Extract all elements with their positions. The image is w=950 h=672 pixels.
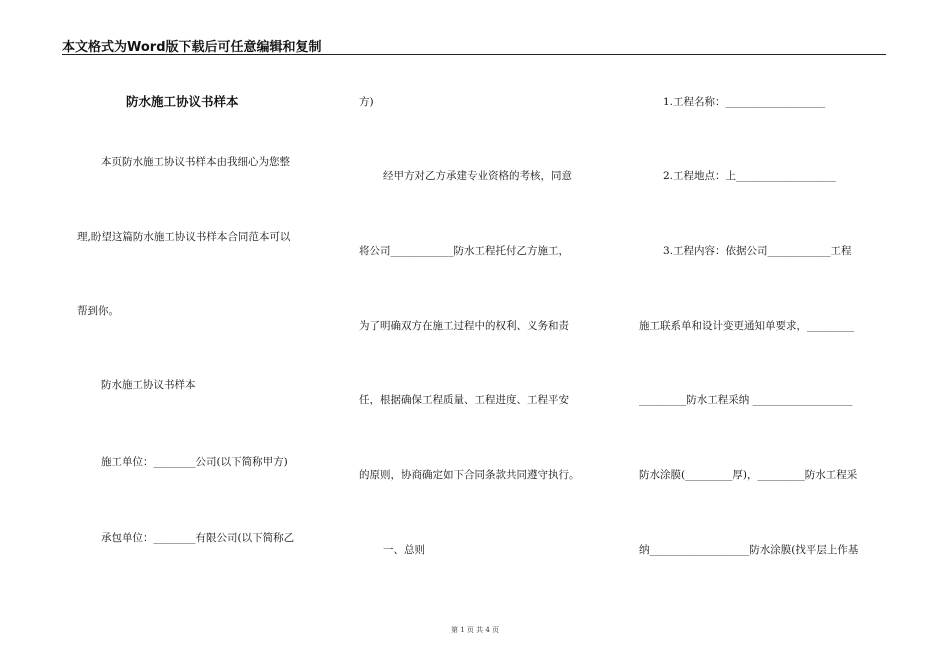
page-footer: 第 1 页 共 4 页: [450, 626, 500, 634]
document-banner: 本文格式为Word版下载后可任意编辑和复制: [62, 40, 322, 55]
paragraph-line: 经甲方对乙方承建专业资格的考核，同意: [383, 170, 572, 182]
section-heading: 一、总则: [383, 544, 425, 556]
paragraph-line: 任，根据确保工程质量、工程进度、工程平安: [359, 394, 569, 406]
paragraph-line: 本页防水施工协议书样本由我细心为您整: [101, 156, 290, 168]
paragraph-line: 1.工程名称：___________________: [663, 96, 826, 108]
paragraph-line: 理,盼望这篇防水施工协议书样本合同范本可以: [77, 231, 291, 243]
paragraph-line: 承包单位：________有限公司(以下简称乙: [101, 532, 295, 544]
paragraph-line: 防水涂膜(_________厚)，_________防水工程采: [639, 469, 858, 481]
paragraph-line: 的原则，协商确定如下合同条款共同遵守执行。: [359, 469, 580, 481]
document-title: 防水施工协议书样本: [126, 94, 239, 109]
paragraph-line: 帮到你。: [77, 305, 119, 317]
paragraph-line: 施工联系单和设计变更通知单要求，_________: [639, 320, 855, 332]
paragraph-line: 3.工程内容：依据公司____________工程: [663, 245, 852, 257]
paragraph-line: 施工单位：________公司(以下简称甲方): [101, 456, 288, 468]
section-heading: 防水施工协议书样本: [101, 379, 196, 391]
paragraph-line: _________防水工程采纳 ___________________: [639, 394, 853, 406]
paragraph-line: 纳___________________防水涂膜(找平层上作基: [639, 544, 859, 556]
header-rule: [62, 54, 886, 55]
paragraph-line: 将公司____________防水工程托付乙方施工，: [359, 245, 569, 257]
paragraph-line: 方): [359, 96, 374, 108]
paragraph-line: 2.工程地点：上___________________: [663, 170, 836, 182]
paragraph-line: 为了明确双方在施工过程中的权利、义务和责: [359, 320, 569, 332]
